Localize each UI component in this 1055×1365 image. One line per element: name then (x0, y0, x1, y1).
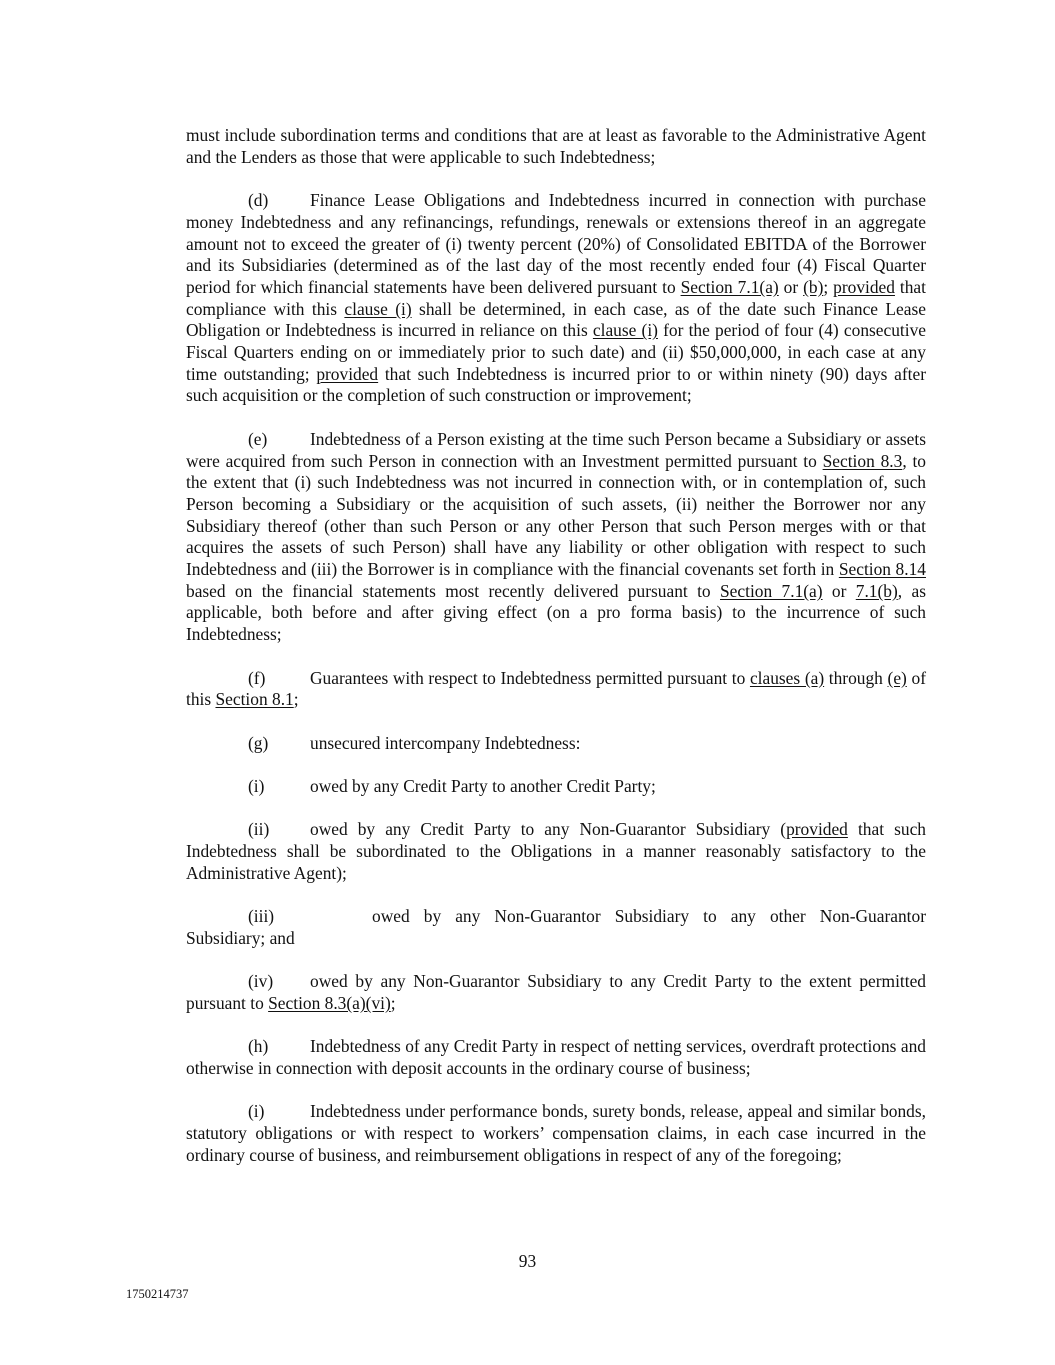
paragraph (186, 776, 926, 798)
cross-reference: provided (316, 363, 379, 384)
document-body (186, 125, 926, 1188)
paragraph-text: ; (390, 993, 396, 1013)
cross-reference: Section 7.1(a) (680, 276, 779, 297)
clause-label: (i) (248, 776, 265, 797)
paragraph (186, 906, 926, 949)
clause-label: (iii) (248, 906, 275, 927)
paragraph-text: that such Indebtedness is incurred prior to or within ninety (90) days after such acquisition or the completion of such construction or improvement; (186, 363, 926, 406)
paragraph-text: for the period of four (4) consecutive Fiscal Quarters ending on or immediately prior to such date) and (ii) $50,000,000, in each case at any time outstanding; (186, 320, 926, 384)
paragraph (186, 819, 926, 884)
cross-reference: clauses (a) (749, 667, 825, 688)
paragraph (186, 1036, 926, 1079)
paragraph-text: unsecured intercompany Indebtedness: (310, 732, 581, 753)
paragraph-text: through (824, 667, 888, 688)
paragraph-text: ; (293, 689, 299, 710)
cross-reference: Section 7.1(a) (720, 580, 823, 601)
cross-reference: provided (786, 819, 848, 840)
clause-label: (f) (248, 667, 266, 688)
paragraph (186, 971, 926, 1014)
cross-reference: (b) (803, 276, 824, 297)
cross-reference: (e) (887, 667, 907, 688)
paragraph-text: of this (186, 667, 926, 710)
paragraph-text: that such Indebtedness shall be subordinated to the Obligations in a manner reasonably satisfactory to the Administrative Agent); (186, 819, 926, 883)
cross-reference: Section 8.3 (822, 450, 903, 471)
clause-label: (d) (248, 190, 269, 211)
paragraph-text: owed by any Credit Party to any Non-Guarantor Subsidiary ( (310, 819, 787, 840)
cross-reference: Section 8.1 (215, 689, 294, 710)
paragraph-text: ; (823, 276, 834, 297)
paragraph (186, 125, 926, 168)
cross-reference: clause (i) (592, 320, 658, 341)
paragraph-text: Indebtedness under performance bonds, surety bonds, release, appeal and similar bonds, statutory obligations or with respect to workers’ compensation claims, in each case incurred in the ordinary course of business, and reimbursement obligations in respect of any of the foregoing; (186, 1101, 926, 1165)
cross-reference: Section 8.3(a)(vi) (268, 993, 391, 1013)
clause-label: (i) (248, 1101, 265, 1122)
document-id: 1750214737 (126, 1287, 189, 1301)
paragraph-text: , as applicable, both before and after giving effect (on a pro forma basis) to the incurrence of such Indebtedness; (186, 580, 926, 645)
clause-label: (g) (248, 732, 269, 753)
cross-reference: clause (i) (344, 298, 412, 319)
paragraph (186, 1101, 926, 1166)
paragraph (186, 668, 926, 711)
paragraph-text: owed by any Credit Party to another Credit Party; (310, 776, 656, 797)
paragraph-text: Finance Lease Obligations and Indebtedness incurred in connection with purchase money Indebtedness and any refinancings, refundings, renewals or extensions thereof in an aggregate amount not to exceed the greater of (i) twenty percent (20%) of Consolidated EBITDA of the Borrower and its Subsidiaries (determined as of the last day of the most recently ended four (4) Fiscal Quarter period for which financial statements have been delivered pursuant to (186, 190, 926, 297)
paragraph-text: based on the financial statements most recently delivered pursuant to (186, 580, 720, 601)
clause-label: (ii) (248, 819, 270, 840)
paragraph-text: shall be determined, in each case, as of the date such Finance Lease Obligation or Indebtedness is incurred in reliance on this (186, 298, 926, 341)
paragraph-text: Indebtedness of any Credit Party in respect of netting services, overdraft protections and otherwise in connection with deposit accounts in the ordinary course of business; (186, 1036, 926, 1079)
paragraph-text: , to the extent that (i) such Indebtedness was not incurred in connection with, or in contemplation of, such Person becoming a Subsidiary or the acquisition of such assets, (ii) neither the Borrower nor any Subsidiary thereof (other than such Person or any other Person that such Person merges with or that acquires the assets of such Person) shall have any liability or other obligation with respect to such Indebtedness and (iii) the Borrower is in compliance with the financial covenants set forth in (186, 450, 927, 580)
paragraph-text: must include subordination terms and conditions that are at least as favorable to the Administrative Agent and the Lenders as those that were applicable to such Indebtedness; (186, 125, 926, 167)
paragraph-text: owed by any Non-Guarantor Subsidiary to any other Non-Guarantor Subsidiary; and (186, 906, 926, 948)
paragraph (186, 429, 926, 646)
paragraph (186, 733, 926, 755)
clause-label: (iv) (248, 971, 274, 992)
cross-reference: 7.1(b) (855, 580, 898, 601)
clause-label: (h) (248, 1036, 269, 1057)
clause-label: (e) (248, 428, 268, 449)
cross-reference: provided (833, 276, 895, 297)
page-number: 93 (518, 1251, 537, 1271)
paragraph-text: that compliance with this (186, 276, 926, 319)
paragraph-text: Guarantees with respect to Indebtedness permitted pursuant to (310, 667, 750, 688)
paragraph-text: owed by any Non-Guarantor Subsidiary to any Credit Party to the extent permitted pursuant to (186, 971, 926, 1013)
cross-reference: Section 8.14 (838, 559, 926, 580)
paragraph-text: or (778, 276, 804, 297)
paragraph (186, 190, 926, 407)
paragraph-text: or (822, 580, 856, 601)
paragraph-text: Indebtedness of a Person existing at the time such Person became a Subsidiary or assets were acquired from such Person in connection with an Investment permitted pursuant to (186, 428, 926, 471)
